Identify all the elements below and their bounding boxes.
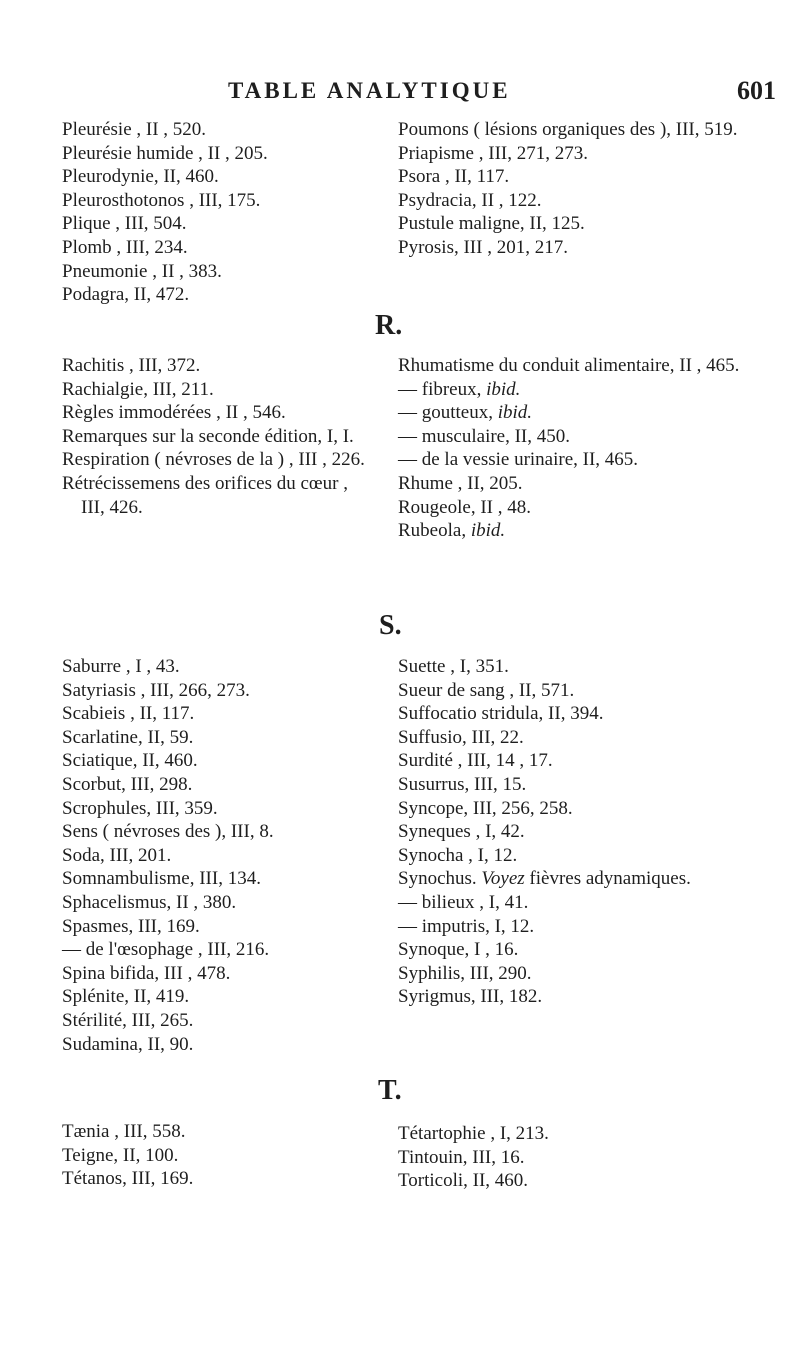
index-entry: Rhumatisme du conduit alimentaire, II , 465. bbox=[398, 355, 740, 376]
index-entry: Syrigmus, III, 182. bbox=[398, 986, 543, 1008]
index-entry: Tintouin, III, 16. bbox=[398, 1146, 525, 1168]
index-entry: Rougeole, II , 48. bbox=[398, 496, 531, 518]
index-entry: Psora , II, 117. bbox=[398, 166, 510, 188]
index-entry: Rubeola, ibid. bbox=[398, 520, 506, 542]
index-entry: Tétanos, III, 169. bbox=[62, 1168, 194, 1190]
index-entry: Saburre , I , 43. bbox=[62, 656, 180, 677]
index-entry: — bilieux , I, 41. bbox=[398, 891, 529, 913]
index-entry: — fibreux, ibid. bbox=[398, 378, 521, 400]
index-entry: Pyrosis, III , 201, 217. bbox=[398, 236, 568, 258]
index-entry: Susurrus, III, 15. bbox=[398, 773, 527, 795]
index-entry: Sens ( névroses des ), III, 8. bbox=[62, 821, 274, 843]
index-entry: Somnambulisme, III, 134. bbox=[62, 868, 261, 890]
section-p-right-column bbox=[398, 118, 768, 260]
index-entry: Podagra, II, 472. bbox=[62, 284, 190, 306]
index-entry: Règles immodérées , II , 546. bbox=[62, 402, 286, 424]
index-entry: Scarlatine, II, 59. bbox=[62, 726, 194, 748]
section-s-left-column bbox=[62, 655, 372, 1056]
index-entry: Suette , I, 351. bbox=[398, 656, 509, 677]
index-entry: Torticoli, II, 460. bbox=[398, 1170, 529, 1192]
section-t-right-column bbox=[398, 1122, 768, 1193]
index-entry: Scabieis , II, 117. bbox=[62, 703, 195, 725]
index-entry: Satyriasis , III, 266, 273. bbox=[62, 679, 250, 701]
index-entry: Splénite, II, 419. bbox=[62, 986, 190, 1008]
index-entry: Spina bifida, III , 478. bbox=[62, 962, 231, 984]
index-entry: Spasmes, III, 169. bbox=[62, 915, 200, 937]
index-entry: Respiration ( névroses de la ) , III , 226. bbox=[62, 449, 365, 471]
section-letter-t: T. bbox=[378, 1075, 402, 1106]
index-entry: Synoque, I , 16. bbox=[398, 939, 519, 961]
index-entry: Sueur de sang , II, 571. bbox=[398, 679, 575, 701]
index-entry: Psydracia, II , 122. bbox=[398, 189, 542, 211]
index-entry: Rachitis , III, 372. bbox=[62, 355, 201, 376]
index-entry: Rhume , II, 205. bbox=[398, 472, 523, 494]
index-entry: Tétartophie , I, 213. bbox=[398, 1123, 549, 1144]
index-entry: Priapisme , III, 271, 273. bbox=[398, 142, 588, 164]
index-entry: Suffocatio stridula, II, 394. bbox=[398, 703, 604, 725]
index-entry: Sciatique, II, 460. bbox=[62, 750, 198, 772]
index-entry: Surdité , III, 14 , 17. bbox=[398, 750, 553, 772]
section-p-left-column bbox=[62, 118, 362, 307]
index-entry: Teigne, II, 100. bbox=[62, 1144, 179, 1166]
index-entry: Sphacelismus, II , 380. bbox=[62, 891, 237, 913]
index-entry: Stérilité, III, 265. bbox=[62, 1009, 194, 1031]
page-number: 601 bbox=[737, 76, 776, 105]
index-entry: Pneumonie , II , 383. bbox=[62, 260, 222, 282]
section-s-right-column bbox=[398, 655, 768, 1009]
index-entry: Poumons ( lésions organiques des ), III, 519. bbox=[398, 119, 738, 140]
section-r-right-column bbox=[398, 354, 768, 543]
index-entry: Pleurosthotonos , III, 175. bbox=[62, 189, 261, 211]
index-entry: Pleurodynie, II, 460. bbox=[62, 166, 219, 188]
index-entry: Syncope, III, 256, 258. bbox=[398, 797, 573, 819]
index-entry: Soda, III, 201. bbox=[62, 844, 172, 866]
index-entry: Suffusio, III, 22. bbox=[398, 726, 524, 748]
section-r-left-column bbox=[62, 354, 372, 519]
section-letter-r: R. bbox=[375, 310, 403, 341]
index-entry: — imputris, I, 12. bbox=[398, 915, 535, 937]
index-entry: Pleurésie humide , II , 205. bbox=[62, 142, 268, 164]
index-entry: Rétrécissemens des orifices du cœur , III, 426. bbox=[62, 472, 348, 518]
index-entry: Syphilis, III, 290. bbox=[398, 962, 532, 984]
section-letter-s: S. bbox=[379, 610, 402, 641]
index-entry: — de la vessie urinaire, II, 465. bbox=[398, 449, 639, 471]
index-entry: Plomb , III, 234. bbox=[62, 236, 188, 258]
index-entry: Remarques sur la seconde édition, I, I. bbox=[62, 425, 354, 447]
page-header-title: TABLE ANALYTIQUE bbox=[228, 78, 511, 103]
index-entry: Syneques , I, 42. bbox=[398, 821, 525, 843]
index-entry: — goutteux, ibid. bbox=[398, 402, 533, 424]
index-entry: Plique , III, 504. bbox=[62, 213, 187, 235]
index-entry: Scrophules, III, 359. bbox=[62, 797, 218, 819]
section-t-left-column bbox=[62, 1120, 372, 1191]
index-entry: Pustule maligne, II, 125. bbox=[398, 213, 585, 235]
index-entry: Tænia , III, 558. bbox=[62, 1121, 186, 1142]
index-entry: — musculaire, II, 450. bbox=[398, 425, 571, 447]
index-entry: Sudamina, II, 90. bbox=[62, 1033, 194, 1055]
index-entry: Synocha , I, 12. bbox=[398, 844, 518, 866]
index-entry: Scorbut, III, 298. bbox=[62, 773, 193, 795]
index-entry: Synochus. Voyez fièvres adynamiques. bbox=[398, 868, 691, 890]
index-entry: — de l'œsophage , III, 216. bbox=[62, 939, 270, 961]
running-header bbox=[0, 78, 800, 108]
index-entry: Rachialgie, III, 211. bbox=[62, 378, 214, 400]
index-entry: Pleurésie , II , 520. bbox=[62, 119, 207, 140]
